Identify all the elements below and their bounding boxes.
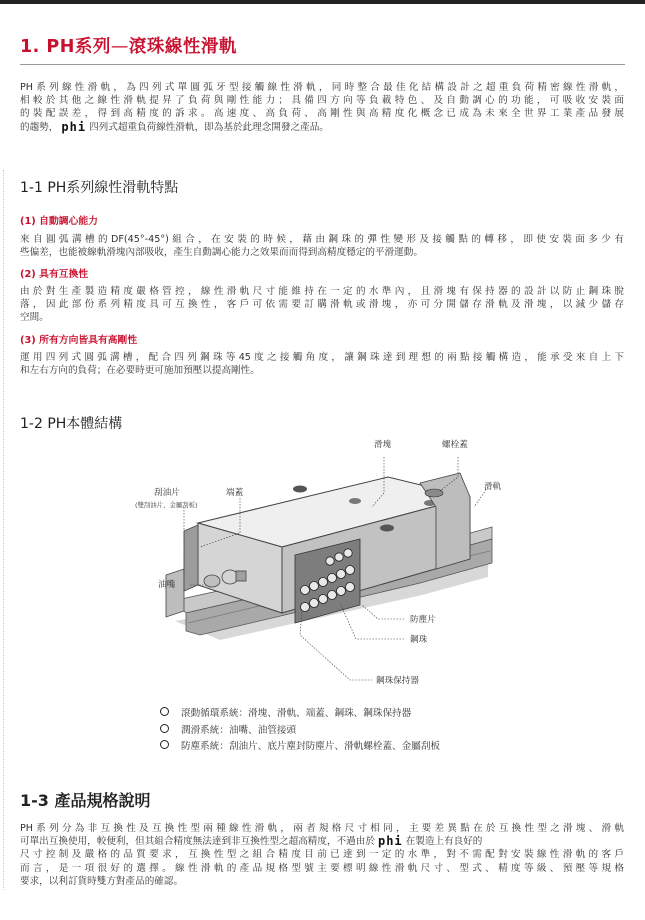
- title-series: PH系列: [46, 37, 111, 57]
- phi-brand-logo: phi: [61, 119, 87, 134]
- feature-1-title: (1) 自動調心能力: [20, 216, 98, 227]
- spec-line2-pre: 可單出互換使用，較便利，但其組合精度無法達到非互換性型之超高精度，不過由於: [20, 836, 375, 848]
- end-cap: [184, 525, 198, 591]
- label-dust-seal: 防塵片: [410, 615, 436, 625]
- feature-line: 和左右方向的負荷；在必要時更可施加預壓以提高剛性。: [20, 365, 260, 377]
- bolt-hole: [349, 498, 361, 504]
- title-rest: 滾珠線性滑軌: [128, 37, 237, 57]
- intro-last-pre: 的趨勢，: [20, 121, 59, 133]
- top-border: [0, 0, 645, 4]
- label-block: 滑塊: [374, 440, 392, 450]
- title-dash: —: [110, 37, 129, 57]
- intro-paragraph: [20, 81, 624, 134]
- spec-line: 而言，是一項很好的選擇。線性滑軌的產品規格型號主要標明線性滑軌尺寸、型式、精度等級、預壓等規格: [20, 862, 624, 874]
- label-ball: 鋼珠: [410, 635, 428, 645]
- list-item: [160, 705, 620, 722]
- spec-line: 要求，以利訂貨時雙方對產品的確認。: [20, 875, 184, 887]
- spec-line2-post: 在製造上有良好的: [405, 836, 483, 848]
- spec-paragraph: [20, 822, 624, 888]
- label-scraper: 刮油片: [154, 488, 180, 498]
- intro-last-post: 四列式超重負荷線性滑軌，即為基於此理念開發之產品。: [89, 121, 329, 133]
- intro-line: 的裝配誤差，得到高精度的訴求。高速度、高負荷、高剛性與高精度化概念已成為未來全世界工業產品發展: [20, 108, 624, 120]
- bolt-hole: [380, 525, 394, 532]
- list-item-text: 潤滑系統：油嘴、油管接頭: [181, 724, 297, 736]
- label-scraper-note: (雙刮油片、金屬刮板): [135, 501, 198, 509]
- label-rail: 滑軌: [484, 482, 502, 492]
- bolt-hole: [293, 486, 307, 493]
- section-1-2-heading: 1-2 PH本體結構: [20, 416, 123, 432]
- label-grease-nipple: 油嘴: [158, 580, 176, 590]
- bullet-circle-icon: [160, 740, 169, 749]
- intro-line-last: [20, 121, 624, 134]
- list-item-text: 滾動循環系統：滑塊、滑軌、端蓋、鋼珠、鋼珠保持器: [181, 708, 412, 719]
- intro-line: 相較於其他之線性滑軌提昇了負荷與剛性能力；具備四方向等負載特色、及自動調心的功能，可吸收安裝面: [20, 95, 624, 107]
- feature-line: 空間。: [20, 312, 49, 324]
- title-number: 1.: [20, 37, 40, 57]
- bullet-circle-icon: [160, 707, 169, 716]
- bolt-cap: [425, 489, 443, 497]
- feature-line: 落，因此部份系列精度具可互換性，客戶可依需要訂購滑軌或滑塊，亦可分開儲存滑軌及滑塊，以減少儲存: [20, 299, 624, 311]
- system-list: [160, 705, 620, 755]
- list-item: [160, 722, 620, 739]
- label-retainer: 鋼珠保持器: [376, 676, 419, 686]
- feature-1-text: [20, 233, 624, 259]
- intro-line: PH系列線性滑軌，為四列式單圓弧牙型接觸線性滑軌，同時整合最佳化結構設計之超重負荷精密線性滑軌，: [20, 82, 624, 93]
- section-1-3-heading: 1-3 產品規格說明: [20, 791, 151, 810]
- spec-line: 尺寸控制及嚴格的品質要求，互換性型之組合精度目前已達到一定的水準，對不需配對安裝線性滑軌的客戶: [20, 849, 624, 861]
- list-item: [160, 738, 620, 755]
- scraper-plate: [166, 569, 184, 617]
- feature-2-text: [20, 285, 624, 325]
- feature-3-title: (3) 所有方向皆具有高剛性: [20, 335, 138, 346]
- label-end-cap: 端蓋: [226, 488, 244, 498]
- page-title: [20, 33, 237, 58]
- list-item-text: 防塵系統：刮油片、底片塵封防塵片、滑軌螺栓蓋、金屬刮板: [181, 741, 441, 752]
- feature-2-title: (2) 具有互換性: [20, 269, 89, 280]
- spec-line: PH系列分為非互換性及互換性型兩種線性滑軌，兩者規格尺寸相同，主要差異點在於互換性型之滑塊、滑軌: [20, 823, 624, 834]
- linear-guide-diagram: [0, 435, 645, 705]
- phi-brand-logo: phi: [377, 834, 403, 849]
- spec-line-brand: [20, 835, 624, 848]
- feature-line: 由於對生產製造精度嚴格管控，線性滑軌尺寸能維持在一定的水準內，且滑塊有保持器的設計以防止鋼珠脫: [20, 286, 624, 297]
- feature-line: 些偏差，也能被線軌滑塊內部吸收，產生自動調心能力之效果而而得到高精度穩定的平滑運動。: [20, 247, 423, 259]
- linear-guide-illustration: [0, 435, 645, 705]
- section-1-1-heading: 1-1 PH系列線性滑軌特點: [20, 180, 179, 196]
- title-rule: [20, 64, 625, 65]
- feature-line: 運用四列式圓弧溝槽，配合四列鋼珠等45度之接觸角度，讓鋼珠達到理想的兩點接觸構造，能承受來自上下: [20, 352, 624, 363]
- label-bolt-cap: 螺栓蓋: [442, 440, 468, 450]
- bullet-circle-icon: [160, 724, 169, 733]
- feature-3-text: [20, 351, 624, 377]
- feature-line: 來自圓弧溝槽的DF(45°-45°)組合，在安裝的時候，藉由鋼珠的彈性變形及接觸點的轉移，即使安裝面多少有: [20, 234, 624, 245]
